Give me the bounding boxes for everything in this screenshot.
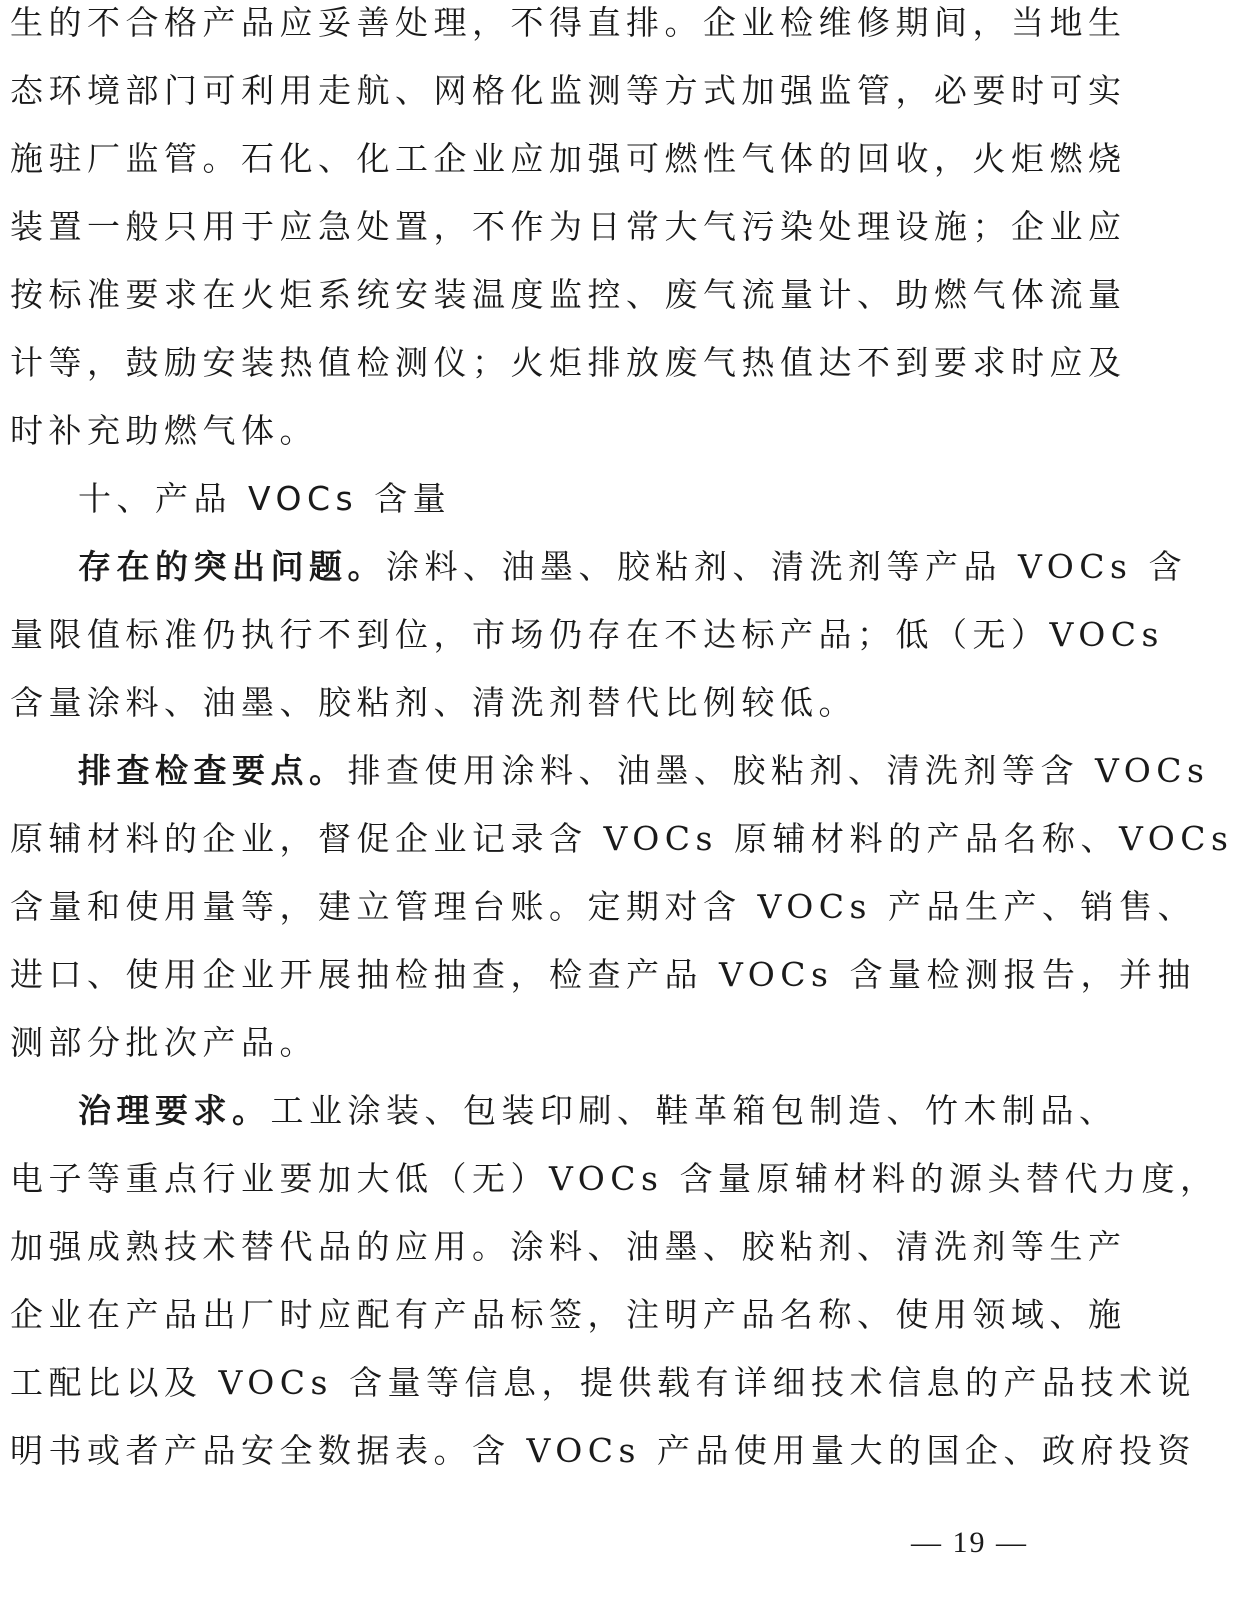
text-line: 时补充助燃气体。 — [10, 411, 318, 450]
paragraph-first-line — [10, 748, 1210, 816]
section-heading: 十、产品 VOCs 含量 — [78, 479, 452, 518]
paragraph-text: 涂料、油墨、胶粘剂、清洗剂等产品 VOCs 含 — [386, 547, 1187, 586]
body-text — [10, 0, 1233, 1496]
text-line: 态环境部门可利用走航、网格化监测等方式加强监管，必要时可实 — [10, 71, 1127, 110]
paragraph-first-line — [10, 544, 1187, 612]
paragraph-text: 工业涂装、包装印刷、鞋革箱包制造、竹木制品、 — [270, 1091, 1118, 1130]
text-line: 生的不合格产品应妥善处理，不得直排。企业检维修期间，当地生 — [10, 3, 1127, 42]
text-line: 加强成熟技术替代品的应用。涂料、油墨、胶粘剂、清洗剂等生产 — [10, 1227, 1127, 1266]
text-line: 装置一般只用于应急处置，不作为日常大气污染处理设施；企业应 — [10, 207, 1127, 246]
paragraph-text: 排查使用涂料、油墨、胶粘剂、清洗剂等含 VOCs — [347, 751, 1210, 790]
text-line: 测部分批次产品。 — [10, 1023, 318, 1062]
text-line: 进口、使用企业开展抽检抽查，检查产品 VOCs 含量检测报告，并抽 — [10, 955, 1196, 994]
text-line: 施驻厂监管。石化、化工企业应加强可燃性气体的回收，火炬燃烧 — [10, 139, 1127, 178]
text-line: 原辅材料的企业，督促企业记录含 VOCs 原辅材料的产品名称、VOCs — [10, 819, 1233, 858]
paragraph-lead: 排查检查要点。 — [78, 751, 348, 790]
text-line: 含量涂料、油墨、胶粘剂、清洗剂替代比例较低。 — [10, 683, 857, 722]
text-line: 电子等重点行业要加大低（无）VOCs 含量原辅材料的源头替代力度， — [10, 1159, 1219, 1198]
text-line: 量限值标准仍执行不到位，市场仍存在不达标产品；低（无）VOCs — [10, 615, 1164, 654]
text-line: 按标准要求在火炬系统安装温度监控、废气流量计、助燃气体流量 — [10, 275, 1127, 314]
paragraph-lead: 存在的突出问题。 — [78, 547, 386, 586]
page-number: — 19 — — [911, 1526, 1028, 1559]
text-line: 计等，鼓励安装热值检测仪；火炬排放废气热值达不到要求时应及 — [10, 343, 1127, 382]
text-line: 含量和使用量等，建立管理台账。定期对含 VOCs 产品生产、销售、 — [10, 887, 1196, 926]
paragraph-first-line — [10, 1088, 1118, 1156]
text-line: 企业在产品出厂时应配有产品标签，注明产品名称、使用领域、施 — [10, 1295, 1127, 1334]
text-line: 明书或者产品安全数据表。含 VOCs 产品使用量大的国企、政府投资 — [10, 1431, 1196, 1470]
text-line: 工配比以及 VOCs 含量等信息，提供载有详细技术信息的产品技术说 — [10, 1363, 1196, 1402]
paragraph-lead: 治理要求。 — [78, 1091, 271, 1130]
